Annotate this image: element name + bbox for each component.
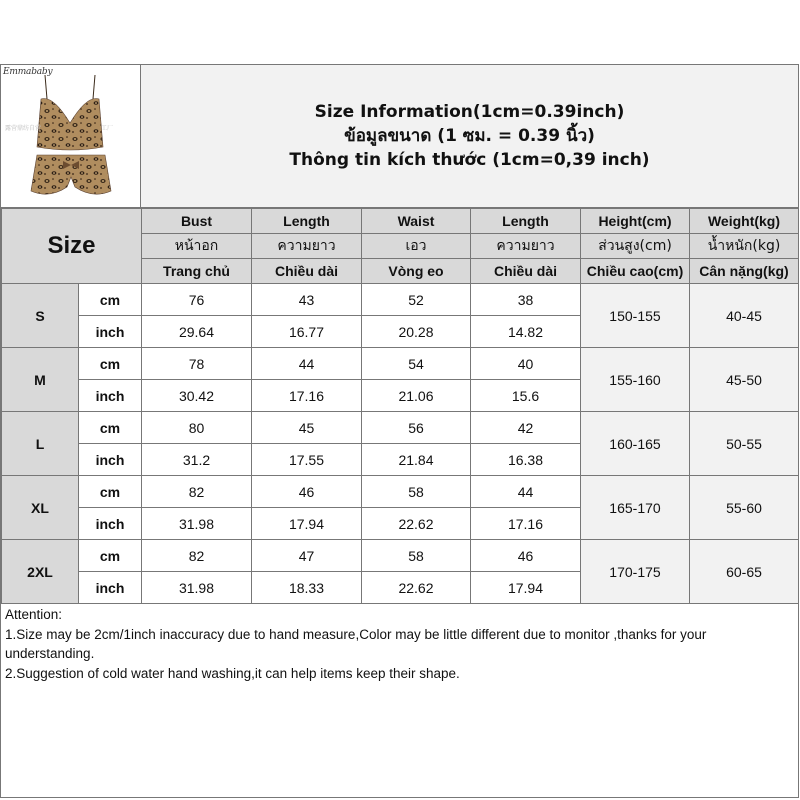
weight-range: 40-45: [690, 284, 799, 348]
column-header: Bust: [142, 209, 252, 234]
table-row: [2, 348, 799, 380]
measurement-cell: 17.94: [471, 572, 581, 604]
title-box: [141, 65, 798, 208]
measurement-cell: 80: [142, 412, 252, 444]
column-header: ความยาว: [252, 234, 362, 259]
measurement-cell: 40: [471, 348, 581, 380]
column-header: เอว: [362, 234, 471, 259]
measurement-cell: 14.82: [471, 316, 581, 348]
brand-watermark: Emmababy: [3, 67, 53, 77]
measurement-cell: 31.98: [142, 572, 252, 604]
measurement-cell: 43: [252, 284, 362, 316]
height-range: 160-165: [581, 412, 690, 476]
column-header: ส่วนสูง(cm): [581, 234, 690, 259]
size-header: Size: [2, 209, 142, 284]
size-label: L: [2, 412, 79, 476]
measurement-cell: 31.2: [142, 444, 252, 476]
measurement-cell: 52: [362, 284, 471, 316]
unit-label: cm: [79, 348, 142, 380]
measurement-cell: 31.98: [142, 508, 252, 540]
column-header: ความยาว: [471, 234, 581, 259]
weight-range: 45-50: [690, 348, 799, 412]
measurement-cell: 47: [252, 540, 362, 572]
unit-label: cm: [79, 540, 142, 572]
column-header: Trang chủ: [142, 259, 252, 284]
measurement-cell: 16.77: [252, 316, 362, 348]
table-row: [2, 284, 799, 316]
attention-notes: [5, 605, 795, 683]
table-row: [2, 476, 799, 508]
product-photo: [1, 65, 141, 208]
title-english: Size Information(1cm=0.39inch): [314, 102, 625, 122]
table-row: [2, 412, 799, 444]
size-label: S: [2, 284, 79, 348]
column-header: Vòng eo: [362, 259, 471, 284]
unit-label: cm: [79, 284, 142, 316]
measurement-cell: 82: [142, 476, 252, 508]
leopard-pajama-set-image: [1, 65, 141, 208]
measurement-cell: 58: [362, 476, 471, 508]
unit-label: cm: [79, 412, 142, 444]
size-chart-sheet: [0, 64, 799, 798]
column-header: Length: [252, 209, 362, 234]
measurement-cell: 17.94: [252, 508, 362, 540]
measurement-cell: 45: [252, 412, 362, 444]
column-header: Weight(kg): [690, 209, 799, 234]
column-header: Chiều dài: [471, 259, 581, 284]
measurement-cell: 29.64: [142, 316, 252, 348]
measurement-cell: 22.62: [362, 572, 471, 604]
measurement-cell: 44: [252, 348, 362, 380]
photo-watermark: 露营鼎纺自营: [5, 126, 42, 132]
column-header: Height(cm): [581, 209, 690, 234]
column-header: Cân nặng(kg): [690, 259, 799, 284]
unit-label: inch: [79, 508, 142, 540]
measurement-cell: 15.6: [471, 380, 581, 412]
unit-label: inch: [79, 572, 142, 604]
measurement-cell: 56: [362, 412, 471, 444]
weight-range: 55-60: [690, 476, 799, 540]
measurement-cell: 21.06: [362, 380, 471, 412]
column-header: Chiều cao(cm): [581, 259, 690, 284]
title-vietnamese: Thông tin kích thước (1cm=0,39 inch): [289, 150, 650, 170]
column-header: หน้าอก: [142, 234, 252, 259]
header-row-en: [2, 209, 799, 234]
measurement-cell: 18.33: [252, 572, 362, 604]
weight-range: 50-55: [690, 412, 799, 476]
column-header: Waist: [362, 209, 471, 234]
table-row: [2, 540, 799, 572]
height-range: 150-155: [581, 284, 690, 348]
title-thai: ข้อมูลขนาด (1 ซม. = 0.39 นิ้ว): [344, 126, 595, 146]
attention-note-2: 2.Suggestion of cold water hand washing,it can help items keep their shape.: [5, 665, 460, 681]
unit-label: cm: [79, 476, 142, 508]
size-label: XL: [2, 476, 79, 540]
unit-label: inch: [79, 380, 142, 412]
measurement-cell: 54: [362, 348, 471, 380]
measurement-cell: 30.42: [142, 380, 252, 412]
attention-heading: Attention:: [5, 607, 63, 622]
weight-range: 60-65: [690, 540, 799, 604]
column-header: Chiều dài: [252, 259, 362, 284]
attention-note-1: 1.Size may be 2cm/1inch inaccuracy due to hand measure,Color may be little different due to monitor ,thanks for your understanding.: [5, 626, 707, 661]
size-label: M: [2, 348, 79, 412]
measurement-cell: 17.55: [252, 444, 362, 476]
measurement-cell: 17.16: [471, 508, 581, 540]
measurement-cell: 46: [471, 540, 581, 572]
size-label: 2XL: [2, 540, 79, 604]
height-range: 170-175: [581, 540, 690, 604]
measurement-cell: 46: [252, 476, 362, 508]
measurement-cell: 76: [142, 284, 252, 316]
measurement-cell: 38: [471, 284, 581, 316]
measurement-cell: 78: [142, 348, 252, 380]
measurement-cell: 42: [471, 412, 581, 444]
measurement-cell: 17.16: [252, 380, 362, 412]
measurement-cell: 22.62: [362, 508, 471, 540]
measurement-cell: 20.28: [362, 316, 471, 348]
measurement-cell: 21.84: [362, 444, 471, 476]
measurement-cell: 16.38: [471, 444, 581, 476]
size-table: [1, 208, 799, 604]
unit-label: inch: [79, 444, 142, 476]
height-range: 155-160: [581, 348, 690, 412]
unit-label: inch: [79, 316, 142, 348]
column-header: Length: [471, 209, 581, 234]
measurement-cell: 82: [142, 540, 252, 572]
measurement-cell: 58: [362, 540, 471, 572]
measurement-cell: 44: [471, 476, 581, 508]
height-range: 165-170: [581, 476, 690, 540]
column-header: น้ำหนัก(kg): [690, 234, 799, 259]
photo-watermark: 工厂: [101, 126, 114, 132]
